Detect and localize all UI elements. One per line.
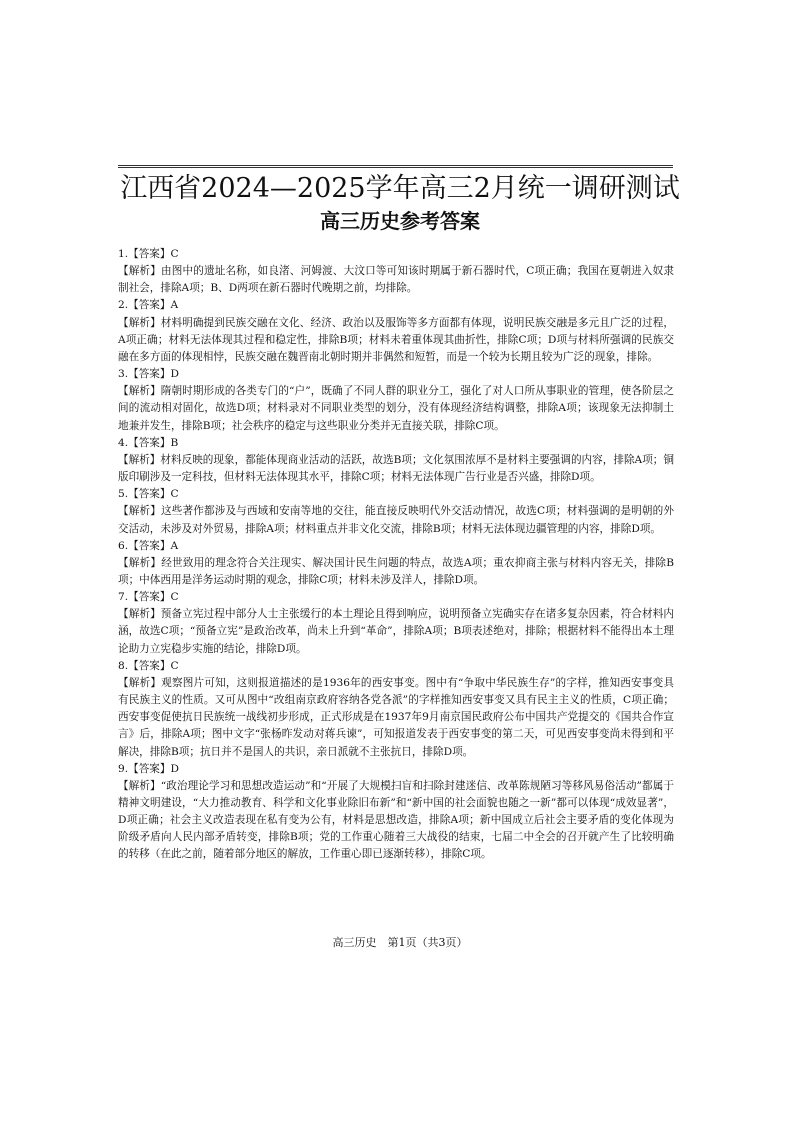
analysis-body: 材料明确提到民族交融在文化、经济、政治以及服饰等多方面都有体现，说明民族交融是多元且广泛的过程，A项正确；材料无法体现其过程和稳定性，排除B项；材料未着重体现其曲折性，排除C项；D项与材料所强调的民族交融在多方面的体现相悖，民族交融在魏晋南北朝时期并非偶然和短暂，而是一个较为长期且较为广泛的现象，排除。 <box>118 316 674 363</box>
answer-value: D <box>170 368 179 381</box>
analysis-text <box>118 675 674 761</box>
question-item <box>118 297 674 366</box>
analysis-text <box>118 555 674 589</box>
analysis-body: 这些著作都涉及与西域和安南等地的交往，能直接反映明代外交活动情况，故选C项；材料强调的是明朝的外交活动，未涉及对外贸易，排除A项；材料重点并非文化交流，排除B项；材料无法体现边疆管理的内容，排除D项。 <box>118 505 675 535</box>
analysis-label: 【解析】 <box>118 556 162 569</box>
question-number: 4. <box>118 436 129 449</box>
answer-line <box>118 486 674 503</box>
answer-value: B <box>170 436 179 449</box>
answer-label: 【答案】 <box>128 762 171 775</box>
answer-label: 【答案】 <box>128 368 171 381</box>
question-item <box>118 658 674 761</box>
question-item <box>118 366 674 435</box>
answer-value: D <box>170 762 179 775</box>
answer-line <box>118 658 674 675</box>
analysis-text <box>118 778 674 864</box>
answer-line <box>118 366 674 383</box>
analysis-text <box>118 315 674 366</box>
answer-line <box>118 761 674 778</box>
analysis-body: “政治理论学习和思想改造运动”和“开展了大规模扫盲和扫除封建迷信、改革陈规陋习等移风易俗活动”都属于精神文明建设，“大力推动教育、科学和文化事业除旧布新”和“新中国的社会面貌也随之一新”都可以体现“成效显著”，D项正确；社会主义改造表现在私有变为公有，材料是思想改造，排除A项；新中国成立后社会主要矛盾的变化体现为阶级矛盾向人民内部矛盾转变，排除B项；党的工作重心随着三大战役的结束，七届二中全会的召开就产生了比较明确的转移（在此之前，随着部分地区的解放，工作重心即已逐渐转移），排除C项。 <box>118 779 674 861</box>
answer-line <box>118 538 674 555</box>
document-title: 江西省2024—2025学年高三2月统一调研测试 <box>120 173 680 204</box>
analysis-label: 【解析】 <box>118 676 162 689</box>
question-number: 2. <box>118 299 129 312</box>
question-number: 8. <box>118 659 129 672</box>
question-number: 7. <box>118 591 129 604</box>
analysis-body: 预备立宪过程中部分人士主张缓行的本土理论且得到响应，说明预备立宪确实存在诸多复杂因素，符合材料内涵，故选C项；“预备立宪”是政治改革，尚未上升到“革命”，排除A项；B项表述绝对，排除；根据材料不能得出本土理论助力立宪稳步实施的结论，排除D项。 <box>118 608 674 655</box>
answer-value: C <box>170 488 179 501</box>
analysis-text <box>118 452 674 486</box>
answer-label: 【答案】 <box>128 436 171 449</box>
analysis-text <box>118 606 674 657</box>
document-subtitle: 高三历史参考答案 <box>320 209 480 233</box>
answer-value: C <box>170 248 179 260</box>
answer-label: 【答案】 <box>128 248 171 260</box>
answer-line <box>118 435 674 452</box>
question-number: 3. <box>118 368 129 381</box>
analysis-text <box>118 263 674 297</box>
question-item <box>118 538 674 589</box>
question-number: 6. <box>118 539 129 552</box>
answer-label: 【答案】 <box>128 659 171 672</box>
analysis-label: 【解析】 <box>118 505 161 518</box>
answer-label: 【答案】 <box>128 539 171 552</box>
analysis-text <box>118 383 674 434</box>
answer-list <box>118 246 674 864</box>
answer-line <box>118 246 674 263</box>
answer-value: A <box>170 539 179 552</box>
analysis-label: 【解析】 <box>118 316 161 329</box>
answer-line <box>118 589 674 606</box>
question-number: 9. <box>118 762 129 775</box>
analysis-label: 【解析】 <box>118 779 161 792</box>
analysis-text <box>118 503 674 537</box>
question-item <box>118 435 674 486</box>
question-item <box>118 246 674 297</box>
analysis-body: 观察图片可知，这则报道描述的是1936年的西安事变。图中有“争取中华民族生存”的字样，推知西安事变具有民族主义的性质。又可从图中“改组南京政府容纳各党各派”的字样推知西安事变又具有民主主义的性质，C项正确；西安事变促使抗日民族统一战线初步形成，正式形成是在1937年9月南京国民政府公布中国共产党提交的《国共合作宣言》后，排除A项；图中文字“张杨昨发动对蒋兵谏”，可知报道发表于西安事变的第二天，可见西安事变尚未得到和平解决，排除B项；抗日并不是国人的共识，亲日派就不主张抗日，排除D项。 <box>118 676 674 758</box>
header-rule <box>118 165 673 168</box>
analysis-label: 【解析】 <box>118 265 161 278</box>
question-item <box>118 486 674 537</box>
question-item <box>118 761 674 864</box>
answer-value: C <box>170 591 179 604</box>
analysis-label: 【解析】 <box>118 453 161 466</box>
answer-label: 【答案】 <box>128 488 171 501</box>
answer-value: C <box>170 659 179 672</box>
question-item <box>118 589 674 658</box>
answer-label: 【答案】 <box>128 299 171 312</box>
answer-label: 【答案】 <box>128 591 171 604</box>
answer-line <box>118 297 674 314</box>
analysis-label: 【解析】 <box>118 385 161 398</box>
question-number: 5. <box>118 488 129 501</box>
page-footer: 高三历史 第1页（共3页） <box>332 936 468 949</box>
analysis-label: 【解析】 <box>118 608 161 621</box>
question-number: 1. <box>118 248 129 260</box>
analysis-body: 经世致用的理念符合关注现实、解决国计民生问题的特点，故选A项；重农抑商主张与材料内容无关，排除B项；中体西用是洋务运动时期的观念，排除C项；材料未涉及洋人，排除D项。 <box>118 556 675 586</box>
analysis-body: 隋朝时期形成的各类专门的“户”，既确了不同人群的职业分工，强化了对人口所从事职业的管理，使各阶层之间的流动相对固化，故选D项；材料录对不同职业类型的划分，没有体现经济结构调整，排除A项；该现象无法抑制土地兼并发生，排除B项；社会秩序的稳定与这些职业分类并无直接关联，排除C项。 <box>118 385 675 432</box>
answer-value: A <box>170 299 179 312</box>
analysis-body: 材料反映的现象，都能体现商业活动的活跃，故选B项；文化氛围浓厚不是材料主要强调的内容，排除A项；铜版印刷涉及一定科技，但材料无法体现其水平，排除C项；材料无法体现广告行业是否兴盛，排除D项。 <box>118 453 675 484</box>
analysis-body: 由图中的遗址名称，如良渚、河姆渡、大汶口等可知该时期属于新石器时代，C项正确；我国在夏朝进入奴隶制社会，排除A项；B、D两项在新石器时代晚期之前，均排除。 <box>118 265 675 295</box>
